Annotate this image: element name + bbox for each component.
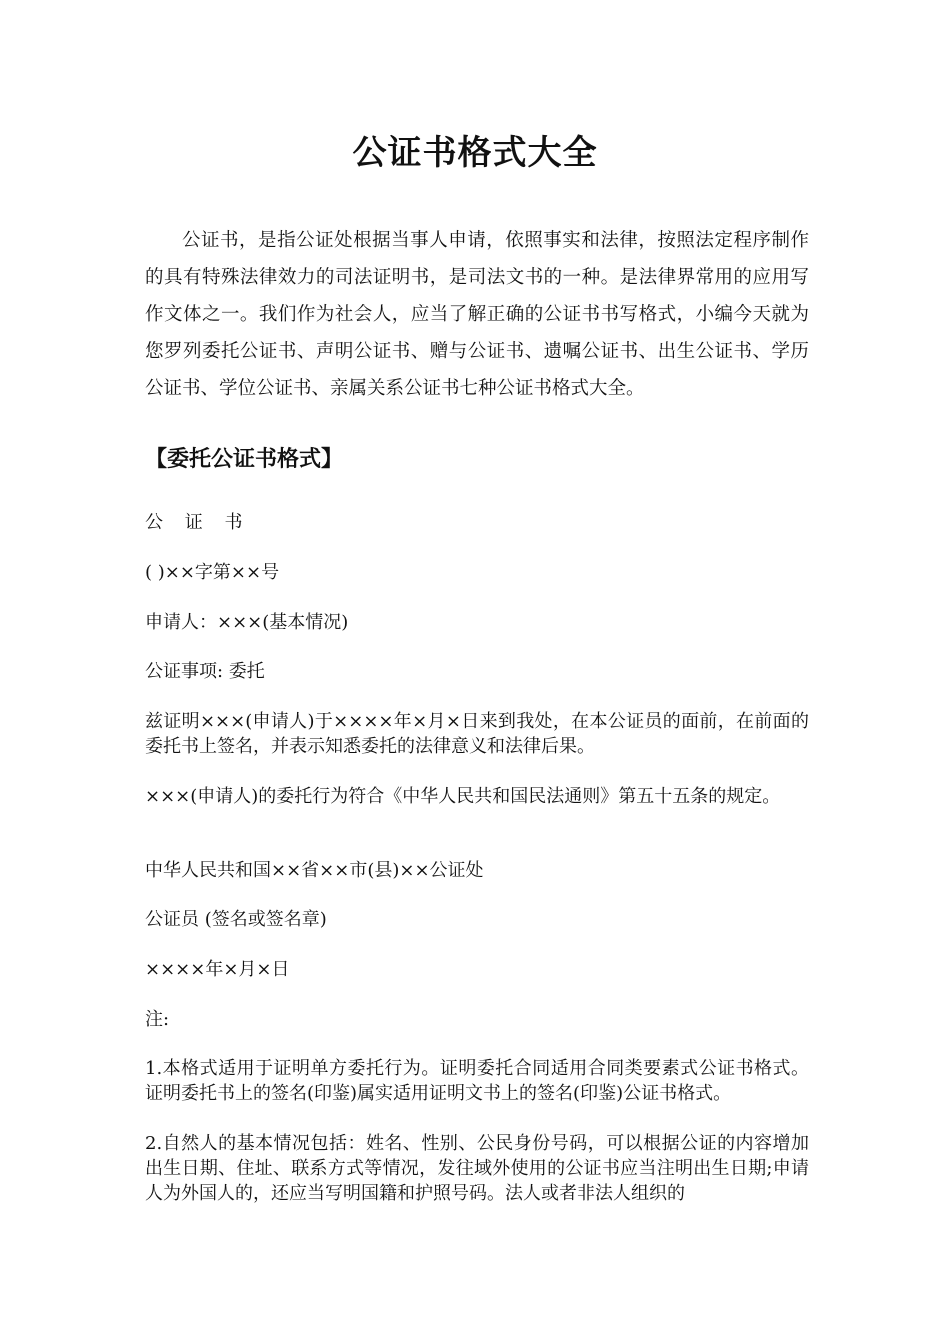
section-heading: 【委托公证书格式】: [145, 447, 344, 472]
certificate-number: ( )××字第××号: [145, 562, 280, 583]
legality-paragraph: ×××(申请人)的委托行为符合《中华人民共和国民法通则》第五十五条的规定。: [145, 786, 781, 807]
notary-office-line: 中华人民共和国××省××市(县)××公证处: [145, 860, 484, 881]
notary-signature-line: 公证员 (签名或签名章): [145, 909, 327, 930]
note-item-2: 2.自然人的基本情况包括：姓名、性别、公民身份号码，可以根据公证的内容增加出生日期、住址、联系方式等情况，发往域外使用的公证书应当注明出生日期;申请人为外国人的，还应当写明国籍和护照号码。法人或者非法人组织的: [145, 1133, 809, 1204]
intro-paragraph: 公证书，是指公证处根据当事人申请，依照事实和法律，按照法定程序制作的具有特殊法律效力的司法证明书，是司法文书的一种。是法律界常用的应用写作文体之一。我们作为社会人，应当了解正确的公证书书写格式，小编今天就为您罗列委托公证书、声明公证书、赠与公证书、遗嘱公证书、出生公证书、学历公证书、学位公证书、亲属关系公证书七种公证书格式大全。: [145, 230, 809, 399]
note-label: 注:: [145, 1009, 170, 1030]
certification-paragraph: 兹证明×××(申请人)于××××年×月×日来到我处，在本公证员的面前，在前面的委托书上签名，并表示知悉委托的法律意义和法律后果。: [145, 711, 809, 757]
note-item-1: 1.本格式适用于证明单方委托行为。证明委托合同适用合同类要素式公证书格式。证明委托书上的签名(印鉴)属实适用证明文书上的签名(印鉴)公证书格式。: [145, 1058, 809, 1104]
notary-matter-line: 公证事项: 委托: [145, 661, 265, 682]
applicant-line: 申请人：×××(基本情况): [145, 612, 349, 633]
certificate-heading: 公 证 书: [145, 512, 251, 533]
date-line: ××××年×月×日: [145, 959, 290, 980]
document-title: 公证书格式大全: [352, 133, 598, 173]
